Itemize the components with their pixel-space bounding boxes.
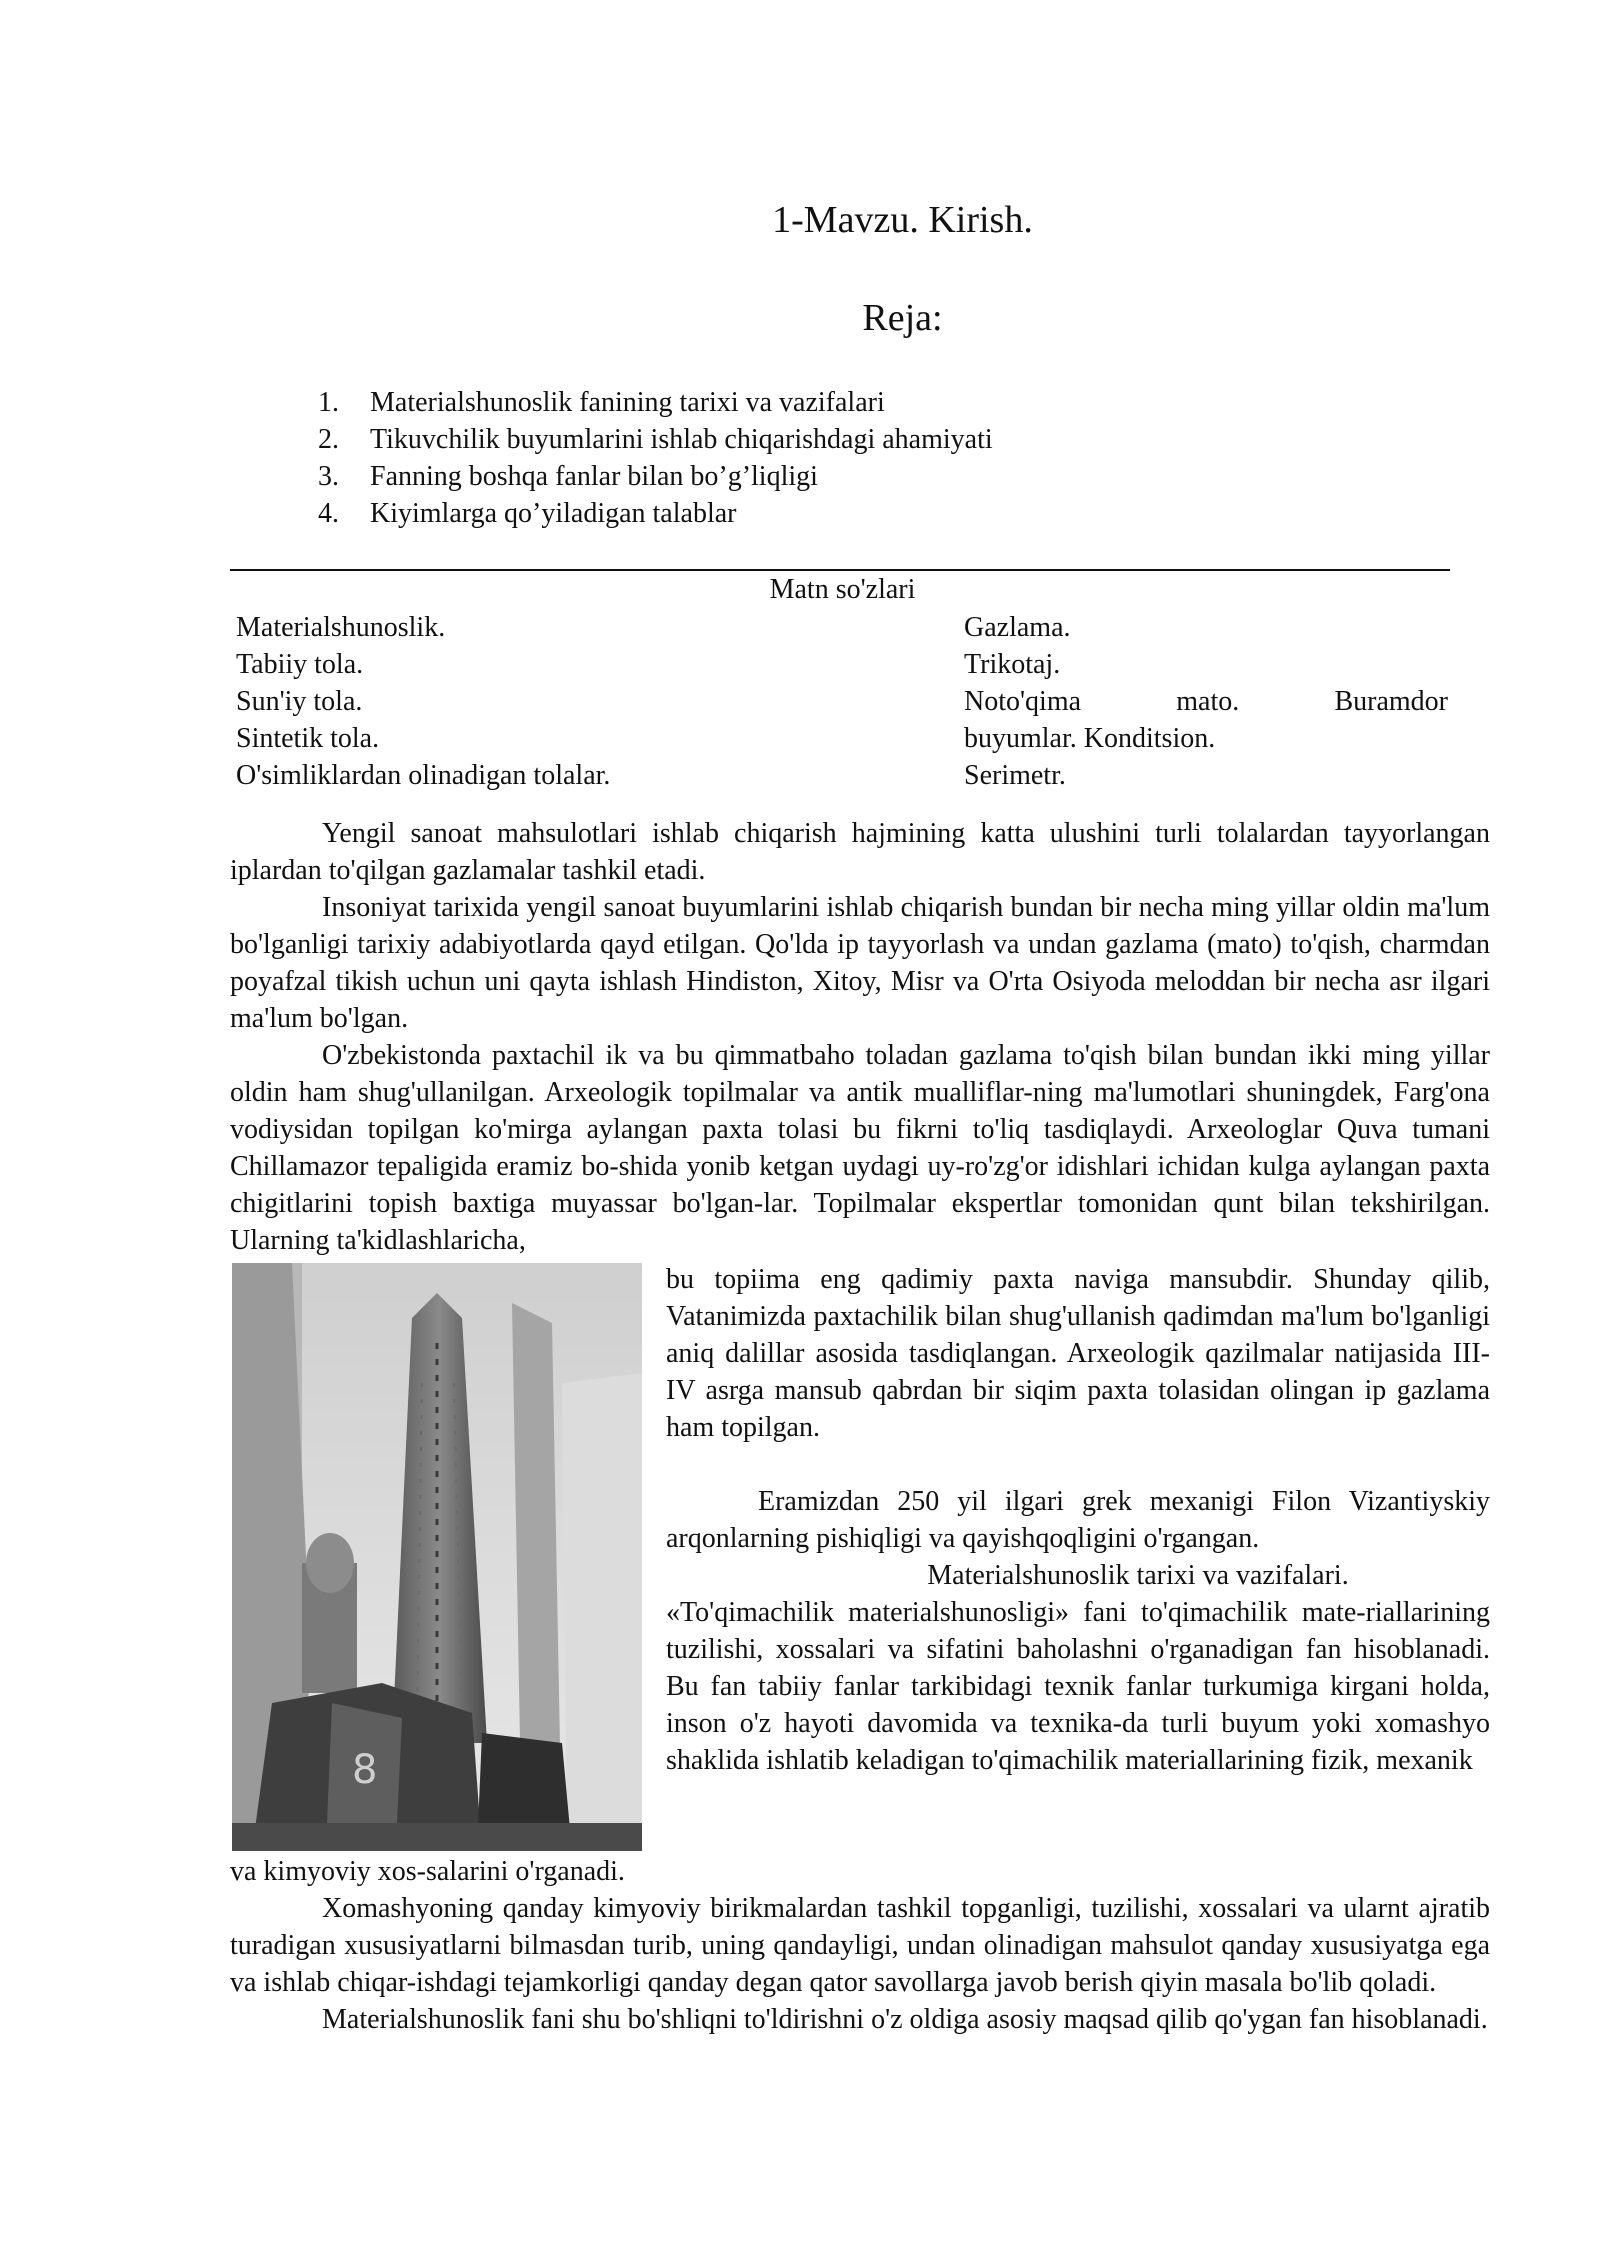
keyword: Serimetr. — [964, 760, 1066, 791]
page-title: 1-Mavzu. Kirish. — [772, 199, 1033, 241]
keyword: Noto'qima mato. Buramdor — [964, 686, 1448, 717]
keywords-heading: Matn so'zlari — [769, 574, 916, 605]
keyword: Trikotaj. — [964, 649, 1061, 680]
section-subheading: Materialshunoslik tarixi va vazifalari. — [927, 1560, 1349, 1591]
paragraph: O'zbekistonda paxtachil ik va bu qimmatbaho toladan gazlama to'qish bilan bundan ikki ming yillar oldin ham shug'ullanilgan. Arxeologik topilmalar va antik mualliflar-ning ma'lumotlari shuningdek, Farg'ona vodiysidan topilgan ko'mirga aylangan paxta tolasi bu fikrni to'liq tasdiqlaydi. Arxeologlar Quva tumani Chillamazor tepaligida eramiz bo-shida yonib ketgan uydagi uy-ro'zg'or idishlari ichidan kulga aylangan paxta chigitlarini topish baxtiga muyassar bo'lgan-lar. Topilmalar ekspertlar tomonidan qunt bilan tekshirilgan. Ularning ta'kidlashlaricha, — [230, 1040, 1490, 1256]
plan-item-number: 2. — [318, 424, 339, 455]
keywords-right-column — [964, 609, 1448, 794]
keywords-left-column — [236, 609, 610, 794]
paragraph: «To'qimachilik materialshunosligi» fani to'qimachilik mate-riallarining tuzilishi, xossalari va sifatini baholashni o'rganadigan fan hisoblanadi. Bu fan tabiiy fanlar tarkibidagi texnik fanlar turkumiga kirgani holda, inson o'z hayoti davomida va texnika-da turli buyum yoki xomashyo shaklida ishlatib keladigan to'qimachilik materiallarining fizik, mexanik — [666, 1597, 1490, 1776]
plan-item-number: 3. — [318, 461, 339, 492]
keyword: Tabiiy tola. — [236, 649, 364, 680]
plan-item — [318, 495, 993, 532]
paragraph: Yengil sanoat mahsulotlari ishlab chiqarish hajmining katta ulushini turli tolalardan tayyorlangan iplardan to'qilgan gazlamalar tashkil etadi. — [230, 818, 1490, 886]
keyword: O'simliklardan olinadigan tolalar. — [236, 760, 611, 791]
keyword: Gazlama. — [964, 612, 1071, 643]
obelisk-photo — [232, 1263, 642, 1851]
keyword: Materialshunoslik. — [236, 612, 446, 643]
plan-item — [318, 458, 993, 495]
paragraph: Insoniyat tarixida yengil sanoat buyumlarini ishlab chiqarish bundan bir necha ming yillar oldin ma'lum bo'lganligi tarixiy adabiyotlarda qayd etilgan. Qo'lda ip tayyorlash va undan gazlama (mato) to'qish, charmdan poyafzal tikish uchun uni qayta ishlash Hindiston, Xitoy, Misr va O'rta Osiyoda meloddan bir necha asr ilgari ma'lum bo'lgan. — [230, 892, 1490, 1034]
paragraph: Materialshunoslik fani shu bo'shliqni to'ldirishni o'z oldiga asosiy maqsad qilib qo'ygan fan hisoblanadi. — [322, 2004, 1488, 2035]
plan-item — [318, 384, 993, 421]
paragraph-continuation: bu topiima eng qadimiy paxta naviga mansubdir. Shunday qilib, Vatanimizda paxtachilik bilan shug'ullanish qadimdan ma'lum bo'lganligi aniq dalillar asosida tasdiqlangan. Arxeologik qazilmalar natijasida III-IV asrga mansub qabrdan bir siqim paxta tolasidan olingan ip gazlama ham topilgan. — [666, 1264, 1490, 1443]
paragraph-continuation: va kimyoviy xos-salarini o'rganadi. — [230, 1856, 625, 1887]
blank-line — [666, 1446, 1490, 1483]
plan-list — [318, 384, 993, 532]
paragraph: Eramizdan 250 yil ilgari grek mexanigi Filon Vizantiyskiy arqonlarning pishiqligi va qayishqoqligini o'rgangan. — [666, 1486, 1490, 1554]
plan-item — [318, 421, 993, 458]
keyword: Sintetik tola. — [236, 723, 380, 754]
keyword: Sun'iy tola. — [236, 686, 363, 717]
keyword: buyumlar. Konditsion. — [964, 723, 1216, 754]
plan-item-number: 4. — [318, 498, 339, 529]
body-text-beside-photo — [666, 1261, 1490, 1779]
plan-item-number: 1. — [318, 387, 339, 418]
body-text-upper — [230, 815, 1490, 1259]
plan-item-text: Fanning boshqa fanlar bilan bo’g’liqligi — [370, 461, 818, 492]
body-text-lower — [230, 1853, 1490, 2038]
paragraph: Xomashyoning qanday kimyoviy birikmalardan tashkil topganligi, tuzilishi, xossalari va ularnt ajratib turadigan xususiyatlarni bilmasdan turib, uning qandayligi, undan olinadigan mahsulot qanday xususiyatga ega va ishlab chiqar-ishdagi tejamkorligi qanday degan qator savollarga javob berish qiyin masala bo'lib qoladi. — [230, 1893, 1490, 1998]
plan-item-text: Materialshunoslik fanining tarixi va vazifalari — [370, 387, 885, 418]
svg-text:8: 8 — [352, 1747, 378, 1793]
plan-heading: Reja: — [862, 297, 943, 339]
plan-item-text: Kiyimlarga qo’yiladigan talablar — [370, 498, 737, 529]
plan-item-text: Tikuvchilik buyumlarini ishlab chiqarishdagi ahamiyati — [370, 424, 993, 455]
